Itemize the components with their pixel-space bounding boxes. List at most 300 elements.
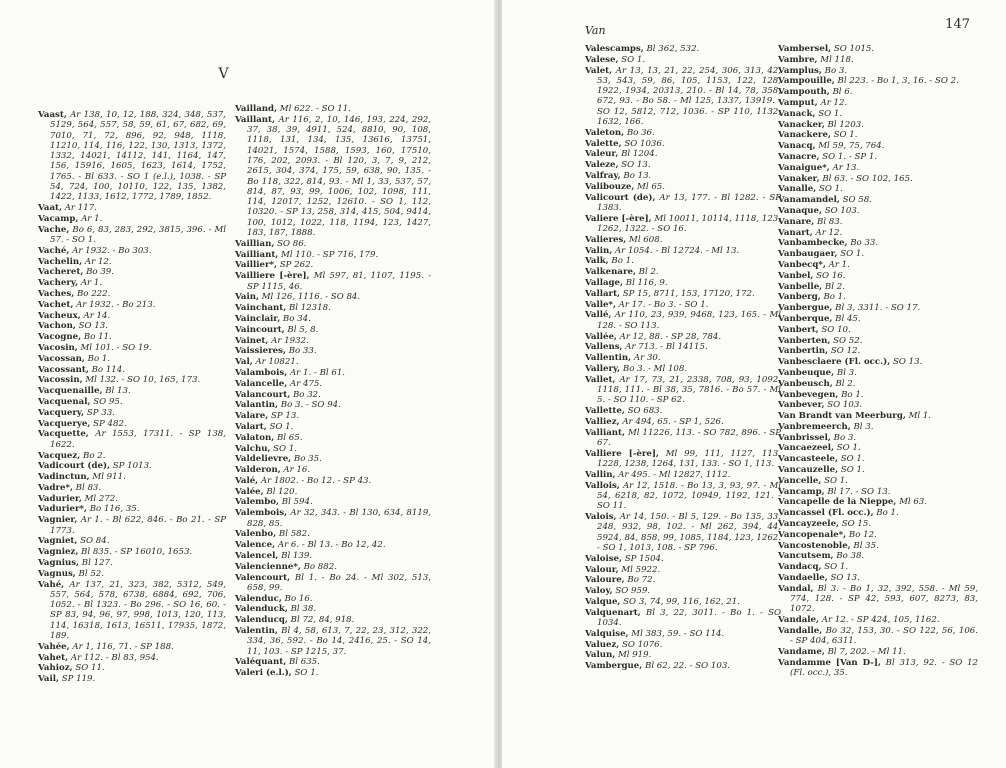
entry-surname: Valéquant, [235, 657, 287, 668]
entry-references: Bl 65. [276, 432, 303, 443]
entry-surname: Vail, [38, 674, 59, 685]
index-entry [585, 160, 781, 170]
entry-references: SO 15. [841, 519, 872, 530]
entry-references: Bo 222. [76, 289, 111, 300]
entry-references: Ml 608. [629, 234, 663, 245]
entry-references: Bo 33. [850, 238, 879, 249]
entry-references: Ml 63. [899, 497, 928, 508]
entry-references: Ar 17. - Bo 3. - SO 1. [618, 299, 709, 310]
index-entry [235, 626, 431, 657]
index-entry [585, 55, 781, 65]
entry-surname: Valicourt (de), [585, 192, 656, 203]
index-entry [778, 336, 978, 346]
entry-surname: Vaissieres, [235, 346, 286, 357]
entry-references: Ml 126, 1116. - SO 84. [261, 292, 361, 303]
index-entry [38, 289, 226, 299]
entry-references: Bl 313, 92. - SO 12 (Fl. occ.), 35. [790, 657, 978, 679]
entry-surname: Vainet, [235, 335, 269, 346]
index-entry [235, 562, 431, 572]
entry-references: SP 13. [271, 411, 300, 422]
index-entry [235, 292, 431, 302]
index-entry [38, 642, 226, 652]
entry-surname: Vanbert, [778, 324, 819, 335]
entry-references: Ar 1. - Bl 61. [289, 367, 346, 378]
index-entry [38, 536, 226, 546]
entry-surname: Valque, [585, 596, 621, 607]
entry-references: SO 13. [78, 321, 108, 332]
entry-surname: Valée, [235, 486, 264, 497]
entry-surname: Vanbergue, [778, 303, 833, 314]
left-page [0, 0, 498, 768]
index-entry [38, 257, 226, 267]
entry-surname: Vancutsem, [778, 551, 834, 562]
index-entry [235, 357, 431, 367]
entry-surname: Vachet, [38, 299, 74, 310]
index-entry [778, 476, 978, 486]
entry-surname: Vanbel, [778, 270, 814, 281]
entry-surname: Vallette, [585, 406, 625, 417]
entry-references: Ar 1932. - Bo 303. [72, 245, 152, 256]
index-entry [38, 365, 226, 375]
entry-surname: Vadicourt (de), [38, 461, 111, 472]
index-entry [585, 575, 781, 585]
entry-references: Bo 39. [86, 267, 114, 278]
entry-surname: Valenduc, [235, 593, 282, 604]
entry-surname: Vanalle, [778, 184, 817, 195]
index-entry [38, 461, 226, 471]
index-entry [235, 314, 431, 324]
entry-references: Ar 475. [289, 378, 323, 389]
entry-references: Ar 1. [81, 213, 103, 224]
index-entry [38, 580, 226, 642]
index-entry [235, 250, 431, 260]
index-entry [38, 547, 226, 557]
entry-surname: Valeur, [585, 149, 619, 160]
entry-surname: Valchu, [235, 443, 271, 454]
entry-references: Bo 11. [83, 332, 112, 343]
entry-surname: Vaast, [38, 110, 67, 120]
entry-surname: Vacossant, [38, 364, 89, 375]
entry-surname: Vagniet, [38, 536, 78, 547]
entry-references: Bo 6, 83, 283, 292, 3815, 396. - Ml 57. - SO 1. [50, 224, 226, 246]
entry-surname: Vandale, [778, 615, 819, 626]
index-entry [235, 239, 431, 249]
entry-surname: Vanbevegen, [778, 389, 839, 400]
entry-references: Bl 594. [281, 497, 313, 508]
entry-references: Bo 1. [823, 292, 846, 303]
index-entry [778, 195, 978, 205]
entry-surname: Vancasteele, [778, 454, 838, 465]
entry-references: Bl 3. - Bo 1, 32, 392, 558. - Ml 59, 774, 128. - SP 42, 593, 607, 8273, 83, 1072. [790, 583, 979, 615]
entry-references: Bo 36. [626, 127, 655, 138]
index-entry [585, 193, 781, 214]
entry-surname: Valfray, [585, 171, 621, 182]
entry-surname: Valour, [585, 564, 619, 575]
index-entry [778, 98, 978, 108]
entry-surname: Vallart, [585, 288, 621, 299]
entry-surname: Vanberque, [778, 313, 833, 324]
index-entry [585, 428, 781, 449]
entry-references: Bl 72, 84, 918. [290, 615, 355, 626]
entry-surname: Valliere [-ère], [585, 448, 659, 459]
entry-references: SO 1. [833, 130, 858, 141]
index-entry [38, 663, 226, 673]
entry-surname: Vanacker, [778, 119, 825, 130]
entry-surname: Valeri (e.l.), [235, 668, 292, 679]
index-entry [235, 508, 431, 529]
index-entry [778, 658, 978, 679]
index-entry [38, 429, 226, 450]
index-entry [38, 278, 226, 288]
entry-surname: Vanbelle, [778, 281, 823, 292]
entry-references: Ar 12. [820, 97, 848, 108]
index-entry [778, 55, 978, 65]
index-entry [38, 386, 226, 396]
index-entry [585, 310, 781, 331]
index-entry [585, 128, 781, 138]
entry-references: Bl 38. [290, 604, 317, 615]
entry-references: Bo 114. [91, 364, 125, 375]
entry-surname: Valette, [585, 138, 622, 149]
entry-references: Ar 12, 1518. - Bo 13, 3, 93, 97. - Ml 54, 6218, 82, 1072, 10949, 1192, 121. - SO 11. [597, 480, 782, 512]
entry-references: Bl 6. [832, 87, 853, 98]
index-entry [778, 260, 978, 270]
entry-references: SO 13. [892, 357, 923, 368]
index-entry [585, 449, 781, 470]
entry-references: Bo 1. [876, 508, 899, 519]
index-entry [585, 661, 781, 671]
index-entry [778, 325, 978, 335]
index-entry [38, 397, 226, 407]
entry-surname: Valencourt, [235, 572, 291, 583]
index-entry [585, 597, 781, 607]
entry-surname: Vanbecq*, [778, 259, 826, 270]
index-entry [585, 470, 781, 480]
entry-surname: Vacquez, [38, 450, 81, 461]
index-entry [235, 551, 431, 561]
entry-references: SO 84. [80, 536, 110, 547]
entry-references: Ml 1. [908, 411, 932, 422]
entry-references: SO 86. [277, 238, 307, 249]
index-entry [235, 260, 431, 270]
entry-surname: Valoise, [585, 553, 623, 564]
entry-references: Bo 1. [841, 389, 864, 400]
entry-surname: Vachelin, [38, 256, 83, 267]
entry-references: SO 16. [816, 270, 846, 281]
entry-surname: Vandamme [Van D-], [778, 657, 881, 668]
entry-references: Bl 2. [824, 281, 845, 292]
entry-references: Ar 1932. [271, 335, 309, 346]
entry-references: Ar 713. - Bl 14115. [625, 342, 708, 353]
entry-surname: Valeton, [585, 127, 625, 138]
entry-references: SO 1. [294, 668, 319, 679]
entry-references: Ar 1, 116, 71. - SP 188. [72, 641, 174, 652]
entry-surname: Valenduck, [235, 604, 288, 615]
entry-references: Ar 13, 13, 21, 22, 254, 306, 313, 42, 53, 543, 59, 86, 105, 1153, 122, 128, 1922, 1934, 20313, 210. - Bl 14, 78, 358, 672, 93. - Bo 58. - Ml 125, 1337, 13919. - SO 12, 5812, 712, 1036. - SP 110, 1132, 1632, 166. [597, 65, 782, 128]
entry-surname: Valderon, [235, 465, 281, 476]
entry-references: SO 13. [621, 160, 651, 171]
entry-surname: Valantin, [235, 400, 279, 411]
entry-surname: Vacogne, [38, 332, 82, 343]
entry-surname: Vandacq, [778, 562, 822, 573]
entry-surname: Valquenart, [585, 607, 641, 618]
index-entry [778, 238, 978, 248]
index-entry [778, 562, 978, 572]
index-column-3 [585, 44, 781, 672]
entry-references: Bl 223. - Bo 1, 3, 16. - SO 2. [837, 76, 959, 87]
entry-references: SO 1. [273, 443, 298, 454]
index-entry [38, 332, 226, 342]
entry-references: Ml 911. [92, 472, 126, 483]
entry-references: SO 1. [818, 108, 843, 119]
entry-references: Bo 38. [836, 551, 865, 562]
entry-references: Bo 35. [293, 454, 322, 465]
entry-surname: Vamplus, [778, 65, 822, 76]
entry-surname: Vampouth, [778, 87, 830, 98]
index-entry [778, 519, 978, 529]
index-entry [778, 497, 978, 507]
entry-references: Ar 110, 23, 939, 9468, 123, 165. - Ml 128. - SO 113. [597, 310, 781, 331]
entry-references: SO 1. [819, 184, 843, 195]
entry-surname: Valliez, [585, 416, 620, 427]
index-entry [38, 515, 226, 536]
entry-references: Ar 137, 21, 323, 382, 5312, 549, 557, 564, 578, 6738, 6884, 692, 706, 1052. - Bl 1323. - Bo 296. - SO 16, 60. - SP 83, 94, 96, 97, 998, 1013, 120, 113, 114, 16318, 1613, 16511, 17935, 1872, 189. [50, 579, 226, 642]
entry-surname: Vachery, [38, 278, 79, 289]
entry-surname: Valambois, [235, 367, 288, 378]
entry-surname: Vaché, [38, 245, 70, 256]
entry-references: Bl 3. [836, 367, 857, 378]
index-column-4 [778, 44, 978, 679]
entry-surname: Vanbambecke, [778, 238, 848, 249]
entry-references: Bl 7, 202. - Ml 11. [827, 647, 906, 658]
index-entry [585, 267, 781, 277]
entry-surname: Vancelle, [778, 475, 822, 486]
entry-surname: Valancelle, [235, 378, 288, 389]
entry-references: Bl 2. [638, 267, 659, 278]
index-entry [235, 368, 431, 378]
entry-surname: Vanbertin, [778, 346, 829, 357]
entry-references: Ar 14. [83, 310, 111, 321]
section-letter: V [218, 66, 230, 82]
entry-surname: Vadurier*, [38, 504, 87, 515]
entry-references: Ml 11226, 113. - SO 782, 896. - SP 67. [597, 427, 781, 448]
entry-references: Ml 622. - SO 11. [279, 104, 351, 114]
index-entry [778, 76, 978, 86]
entry-surname: Vanackere, [778, 130, 831, 141]
entry-references: Ar 12. [815, 227, 843, 238]
index-entry [778, 141, 978, 151]
index-column-1 [38, 110, 226, 685]
entry-surname: Vandalle, [778, 626, 823, 637]
entry-references: Ar 14, 150. - Bl 5, 129. - Bo 135, 33, 248, 932, 98, 102. - Ml 262, 394, 44, 5924, 84, 858, 99, 1085, 1184, 123, 1262. - SO 1, 1013, 108. - SP 796. [597, 512, 781, 553]
index-entry [585, 554, 781, 564]
index-entry [778, 390, 978, 400]
index-entry [38, 451, 226, 461]
entry-surname: Vanbrissel, [778, 432, 831, 443]
index-entry [585, 512, 781, 553]
entry-surname: Vandal, [778, 583, 814, 594]
entry-references: Ar 32, 343. - Bl 130, 634, 8119, 828, 85. [247, 508, 432, 529]
entry-surname: Vanbaugaer, [778, 249, 838, 260]
index-entry [38, 674, 226, 684]
index-entry [778, 66, 978, 76]
index-entry [778, 400, 978, 410]
index-entry [778, 217, 978, 227]
index-entry [585, 256, 781, 266]
entry-surname: Vacquenal, [38, 397, 91, 408]
entry-surname: Vanberg, [778, 292, 821, 303]
entry-references: SO 10. [821, 324, 851, 335]
index-entry [235, 400, 431, 410]
entry-references: Ar 12. [84, 256, 112, 267]
index-entry [778, 184, 978, 194]
entry-surname: Vacquery, [38, 407, 85, 418]
index-entry [585, 586, 781, 596]
index-entry [235, 594, 431, 604]
entry-surname: Valoure, [585, 575, 625, 586]
entry-references: Bo 3. - Ml 108. [622, 363, 688, 374]
entry-surname: Vanack, [778, 108, 816, 119]
index-entry [38, 558, 226, 568]
entry-surname: Valembois, [235, 508, 288, 519]
entry-surname: Valibouze, [585, 181, 635, 192]
index-entry [585, 332, 781, 342]
index-entry [585, 481, 781, 512]
index-entry [235, 657, 431, 667]
index-entry [235, 465, 431, 475]
entry-surname: Vallens, [585, 342, 623, 353]
entry-references: SP 119. [61, 674, 96, 685]
index-entry [235, 668, 431, 678]
entry-references: Bl 62, 22. - SO 103. [645, 661, 731, 672]
entry-surname: Vaat, [38, 203, 62, 214]
index-entry [235, 529, 431, 539]
entry-surname: Vancopenale*, [778, 529, 847, 540]
entry-references: Bo 32, 153, 30. - SO 122, 56, 106. - SP 404, 6311. [790, 626, 978, 647]
entry-surname: Vaillier*, [235, 260, 277, 271]
entry-references: Bl 1. - Bo 24. - Ml 302, 513, 658, 99. [247, 572, 431, 593]
entry-surname: Vampouille, [778, 76, 835, 87]
index-entry [585, 44, 781, 54]
index-entry [235, 303, 431, 313]
entry-references: Bo 34. [282, 313, 311, 324]
entry-surname: Vagnier, [38, 515, 78, 526]
entry-references: Bo 12. [848, 529, 877, 540]
index-entry [778, 130, 978, 140]
index-entry [778, 411, 978, 421]
entry-surname: Vanbesclaere (Fl. occ.), [778, 357, 891, 368]
entry-references: Bo 72. [627, 575, 656, 586]
index-entry [38, 419, 226, 429]
entry-references: Bo 3. [824, 65, 848, 76]
entry-references: Ml 59, 75, 764. [818, 141, 885, 152]
index-entry [778, 282, 978, 292]
index-entry [585, 235, 781, 245]
index-entry [778, 228, 978, 238]
entry-surname: Valin, [585, 245, 613, 256]
entry-surname: Valiere [-ère], [585, 213, 652, 224]
entry-references: Ml 101. - SO 19. [80, 343, 152, 354]
index-entry [235, 390, 431, 400]
entry-surname: Vahioz, [38, 663, 73, 674]
entry-references: Bo 32. [292, 389, 321, 400]
entry-surname: Valenbo, [235, 529, 277, 540]
entry-surname: Vadre*, [38, 482, 73, 493]
entry-references: Ml 5922. [621, 564, 661, 575]
index-entry [38, 375, 226, 385]
index-entry [778, 615, 978, 625]
index-entry [235, 615, 431, 625]
entry-references: SO 3, 74, 99, 116, 162, 21. [623, 596, 740, 607]
index-entry [778, 44, 978, 54]
entry-surname: Vacquenaille, [38, 386, 103, 397]
entry-references: Bo 116, 35. [89, 504, 140, 515]
index-entry [585, 149, 781, 159]
index-entry [585, 608, 781, 629]
entry-surname: Vanacre, [778, 151, 820, 162]
index-entry [778, 433, 978, 443]
index-entry [778, 303, 978, 313]
entry-surname: Vailland, [235, 104, 278, 114]
entry-references: Ml 118. [820, 54, 854, 65]
entry-references: Ar 1553, 17311. - SP 138, 1622. [50, 429, 226, 450]
index-entry [235, 379, 431, 389]
entry-surname: Van Brandt van Meerburg, [778, 411, 906, 422]
entry-surname: Valart, [235, 421, 267, 432]
index-entry [235, 115, 431, 239]
entry-surname: Vainclair, [235, 313, 281, 324]
entry-surname: Valenducq, [235, 615, 288, 626]
entry-references: Bl 2. [835, 378, 856, 389]
entry-references: Ar 16. [283, 465, 311, 476]
entry-references: Bl 83. [817, 216, 843, 227]
entry-surname: Vambre, [778, 54, 818, 65]
entry-references: Ml 272. [84, 493, 119, 504]
entry-references: Ar 495. - Ml 12827, 1112. [618, 469, 731, 480]
index-entry [778, 368, 978, 378]
entry-surname: Vacossin, [38, 375, 83, 386]
entry-references: Ar 30. [633, 353, 661, 364]
index-entry [778, 551, 978, 561]
entry-references: Bl 3, 3311. - SO 17. [835, 303, 921, 314]
index-entry [585, 289, 781, 299]
entry-surname: Valencienne*, [235, 561, 301, 572]
index-entry [585, 171, 781, 181]
entry-surname: Valet, [585, 65, 613, 76]
entry-references: Bl 35. [853, 540, 879, 551]
entry-surname: Vandame, [778, 647, 825, 658]
entry-references: SO 13. [830, 573, 860, 584]
index-entry [585, 565, 781, 575]
index-entry [235, 497, 431, 507]
entry-surname: Vaches, [38, 289, 75, 300]
entry-surname: Vainchant, [235, 303, 287, 314]
entry-surname: Vachon, [38, 321, 76, 332]
index-entry [235, 271, 431, 292]
entry-surname: Vallery, [585, 363, 621, 374]
entry-surname: Valancourt, [235, 389, 291, 400]
entry-surname: Vallée, [585, 331, 617, 342]
entry-references: Ml 65. [637, 181, 665, 192]
entry-references: Ar 6. - Bl 13. - Bo 12, 42. [277, 540, 386, 551]
entry-surname: Vamput, [778, 97, 818, 108]
entry-references: Ar 112. - Bl 83, 954. [70, 652, 159, 663]
entry-surname: Valence, [235, 540, 276, 551]
entry-surname: Valeze, [585, 160, 619, 171]
index-entry [38, 214, 226, 224]
entry-references: Bl 127. [81, 557, 113, 568]
index-entry [235, 336, 431, 346]
